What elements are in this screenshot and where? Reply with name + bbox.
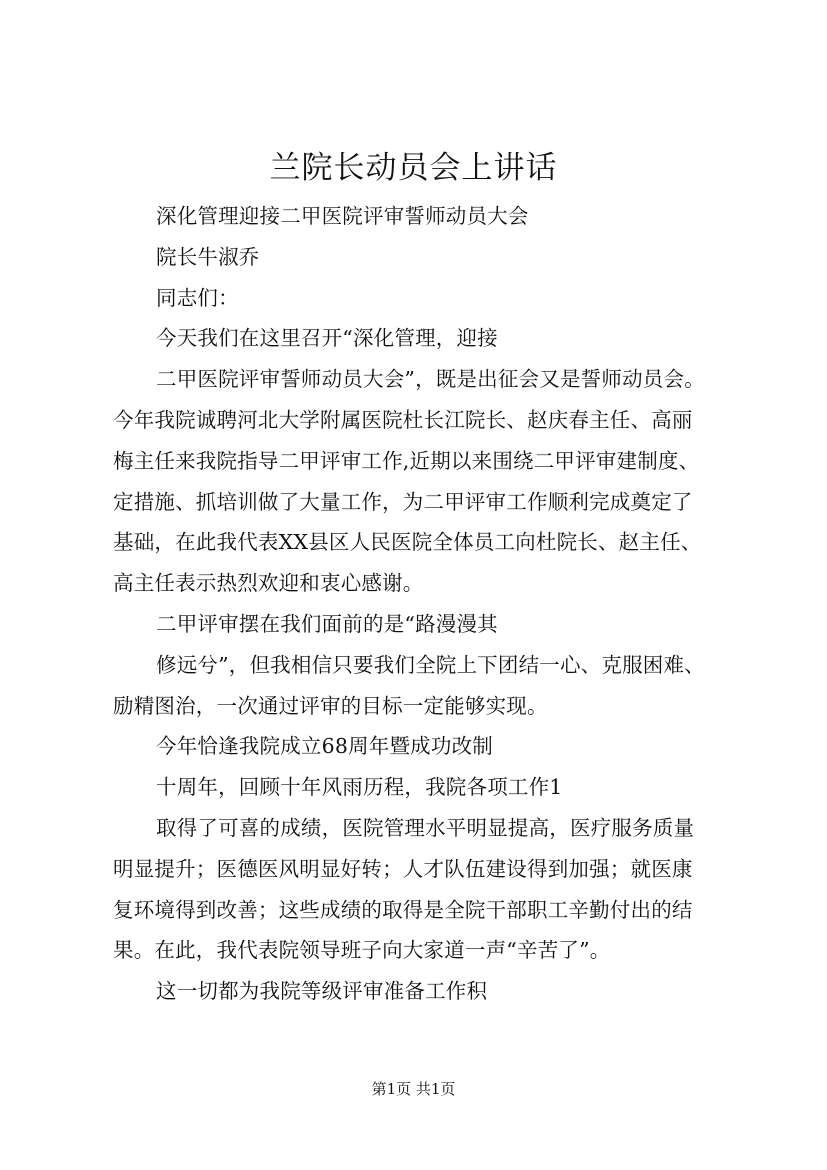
document-title: 兰院长动员会上讲话 xyxy=(269,150,558,186)
paragraph-line: 取得了可喜的成绩，医院管理水平明显提高，医疗服务质量 xyxy=(156,815,695,840)
paragraph-line: 今年恰逢我院成立68周年暨成功改制 xyxy=(156,734,493,759)
paragraph-line: 二甲医院评审誓师动员大会”，既是出征会又是誓师动员会。 xyxy=(156,367,705,392)
paragraph-line: 今天我们在这里召开“深化管理，迎接 xyxy=(156,326,498,351)
subtitle-line: 深化管理迎接二甲医院评审誓师动员大会 xyxy=(156,204,529,228)
paragraph-line: 二甲评审摆在我们面前的是“路漫漫其 xyxy=(156,611,498,636)
paragraph-line: 梅主任来我院指导二甲评审工作,近期以来围绕二甲评审建制度、 xyxy=(113,448,700,473)
salutation-line: 同志们： xyxy=(156,285,239,310)
page-number-footer: 第1页 共1页 xyxy=(371,1080,456,1098)
paragraph-line: 高主任表示热烈欢迎和衷心感谢。 xyxy=(113,571,424,596)
document-body xyxy=(113,196,743,1012)
paragraph-line: 十周年，回顾十年风雨历程，我院各项工作1 xyxy=(156,775,563,800)
paragraph-line: 明显提升；医德医风明显好转；人才队伍建设得到加强；就医康 xyxy=(113,856,693,881)
paragraph-line: 修远兮”，但我相信只要我们全院上下团结一心、克服困难、 xyxy=(156,652,705,677)
paragraph-line: 复环境得到改善；这些成绩的取得是全院干部职工辛勤付出的结 xyxy=(113,897,693,922)
paragraph-line: 今年我院诚聘河北大学附属医院杜长江院长、赵庆春主任、高丽 xyxy=(113,407,693,432)
paragraph-line: 定措施、抓培训做了大量工作，为二甲评审工作顺利完成奠定了 xyxy=(113,489,693,514)
paragraph-line: 基础，在此我代表XX县区人民医院全体员工向杜院长、赵主任、 xyxy=(113,530,702,555)
paragraph-line: 这一切都为我院等级评审准备工作积 xyxy=(156,979,488,1004)
speaker-line: 院长牛淑乔 xyxy=(156,244,260,269)
paragraph-line: 果。在此，我代表院领导班子向大家道一声“辛苦了”。 xyxy=(113,938,611,963)
paragraph-line: 励精图治，一次通过评审的目标一定能够实现。 xyxy=(113,693,548,718)
